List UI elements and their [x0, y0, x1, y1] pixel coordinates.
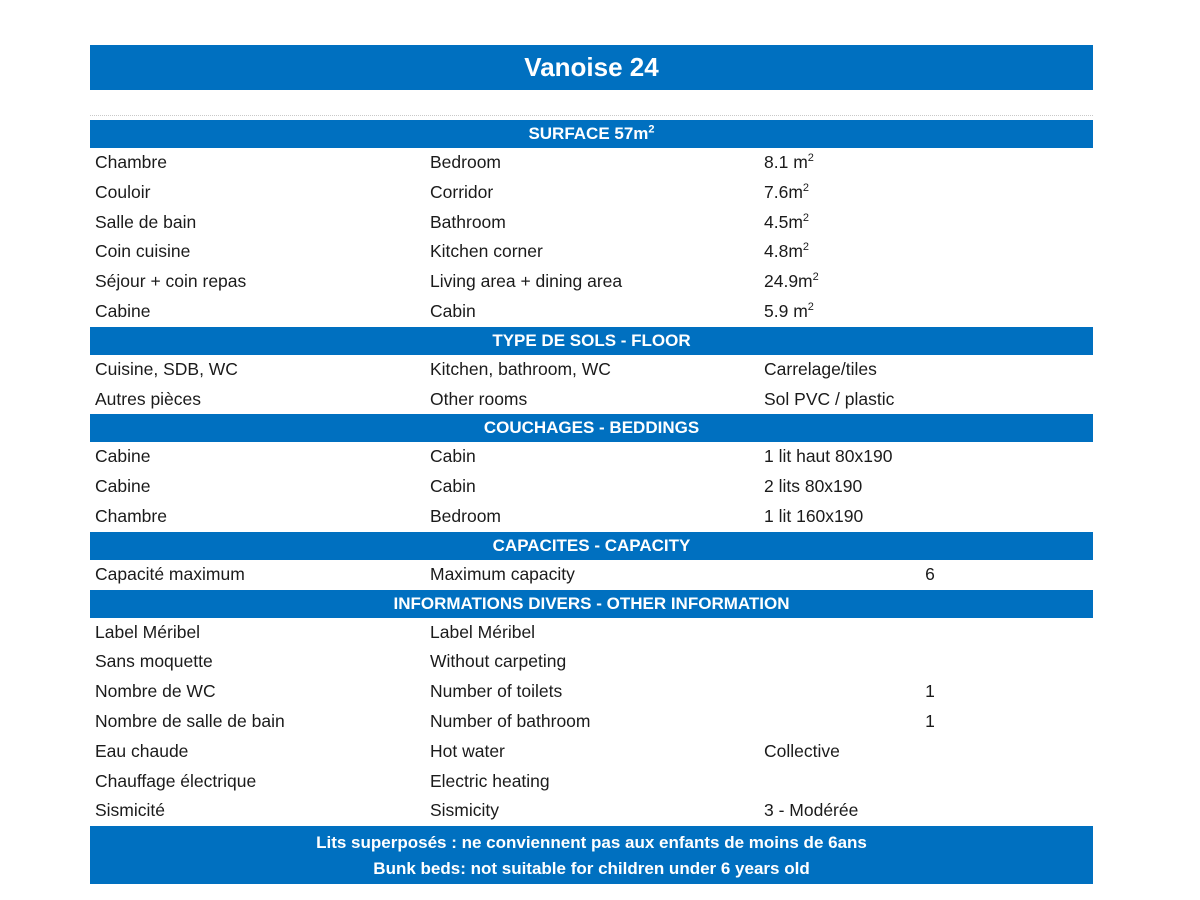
label-en: Sismicity [430, 800, 500, 821]
label-en: Living area + dining area [430, 271, 623, 292]
value-cell: Sol PVC / plastic [764, 388, 895, 409]
value-cell [764, 178, 900, 208]
value-cell [764, 237, 900, 267]
label-fr: Chambre [95, 505, 167, 526]
label-en: Kitchen, bathroom, WC [430, 358, 611, 379]
value-text: 5.9 m [764, 300, 808, 321]
footer-note [90, 826, 1093, 884]
table-row [90, 208, 1093, 238]
table-row [90, 237, 1093, 267]
table-row [90, 178, 1093, 208]
label-en: Maximum capacity [430, 563, 575, 584]
value-text: 8.1 m [764, 152, 808, 172]
table-row [90, 502, 1093, 532]
label-en: Cabin [430, 446, 476, 467]
section-header-capacity: CAPACITES - CAPACITY [90, 532, 1093, 560]
label-en: Number of bathroom [430, 710, 591, 731]
value-cell [764, 767, 900, 797]
label-fr: Sismicité [95, 800, 166, 821]
label-en: Corridor [430, 181, 494, 202]
value-number [900, 237, 960, 267]
table-row [90, 560, 1093, 590]
value-number [900, 178, 960, 208]
value-number [900, 442, 960, 472]
value-text: 4.8m [764, 241, 803, 262]
value-number: 1 [925, 681, 935, 702]
label-fr: Label Méribel [95, 621, 201, 642]
label-en: Electric heating [430, 770, 550, 791]
label-fr: Nombre de WC [95, 681, 216, 702]
table-row [90, 355, 1093, 385]
value-number [900, 737, 960, 767]
label-en: Bathroom [430, 211, 506, 232]
value-number [900, 472, 960, 502]
table-row [90, 796, 1093, 826]
label-en: Label Méribel [430, 621, 536, 642]
value-cell [764, 267, 900, 297]
table-row [90, 472, 1093, 502]
value-cell: 1 lit 160x190 [764, 505, 864, 526]
table-row [90, 767, 1093, 797]
superscript: 2 [812, 271, 819, 284]
spec-sheet [90, 45, 1093, 884]
value-number [900, 502, 960, 532]
value-text: 7.6m [764, 181, 803, 202]
value-text: 24.9m [764, 271, 813, 292]
superscript: 2 [802, 211, 810, 224]
label-fr: Cabine [95, 446, 151, 467]
table-row [90, 677, 1093, 707]
table-row [90, 618, 1093, 648]
value-number [900, 618, 960, 648]
label-fr: Cabine [95, 476, 151, 497]
table-row [90, 442, 1093, 472]
value-cell [764, 647, 900, 677]
label-en: Bedroom [430, 505, 502, 526]
value-cell [764, 560, 900, 590]
table-row [90, 737, 1093, 767]
label-fr: Capacité maximum [95, 563, 245, 584]
value-number [900, 796, 960, 826]
label-en: Number of toilets [430, 681, 563, 702]
section-title: SURFACE 57m [528, 124, 649, 143]
table-row [90, 385, 1093, 415]
value-cell [764, 297, 900, 327]
table-row [90, 148, 1093, 178]
value-number [900, 385, 960, 415]
value-number [900, 148, 960, 178]
value-text: 4.5m [764, 211, 803, 232]
superscript: 2 [807, 301, 814, 314]
label-fr: Salle de bain [95, 211, 197, 232]
page-title: Vanoise 24 [90, 45, 1093, 90]
table-row [90, 707, 1093, 737]
footer-line-fr: Lits superposés : ne conviennent pas aux enfants de moins de 6ans [316, 833, 867, 853]
value-number: 1 [925, 710, 935, 731]
section-header-surface [90, 120, 1093, 148]
table-row [90, 267, 1093, 297]
table-row [90, 647, 1093, 677]
label-fr: Chambre [95, 152, 167, 172]
footer-line-en: Bunk beds: not suitable for children under 6 years old [373, 859, 810, 879]
label-en: Without carpeting [430, 651, 567, 672]
label-en: Cabin [430, 476, 476, 497]
label-fr: Nombre de salle de bain [95, 710, 285, 731]
label-fr: Coin cuisine [95, 241, 191, 262]
title-gap [90, 90, 1093, 120]
table-row [90, 297, 1093, 327]
superscript: 2 [802, 241, 810, 254]
value-cell: Carrelage/tiles [764, 358, 877, 379]
label-fr: Chauffage électrique [95, 770, 257, 791]
dotted-divider [90, 115, 1093, 116]
value-cell: 3 - Modérée [764, 800, 859, 821]
label-fr: Autres pièces [95, 388, 202, 409]
value-cell: 1 lit haut 80x190 [764, 446, 893, 467]
value-number [900, 267, 960, 297]
label-en: Bedroom [430, 152, 502, 172]
label-en: Other rooms [430, 388, 528, 409]
label-en: Cabin [430, 300, 476, 321]
value-cell: 2 lits 80x190 [764, 476, 863, 497]
label-fr: Cabine [95, 300, 151, 321]
value-number: 6 [925, 563, 935, 584]
value-number [900, 208, 960, 238]
value-cell [764, 148, 900, 178]
label-en: Kitchen corner [430, 241, 543, 262]
superscript: 2 [802, 181, 810, 194]
label-fr: Cuisine, SDB, WC [95, 358, 238, 379]
value-number [900, 767, 960, 797]
value-cell [764, 618, 900, 648]
label-fr: Séjour + coin repas [95, 271, 247, 292]
value-number [900, 297, 960, 327]
section-header-floor: TYPE DE SOLS - FLOOR [90, 327, 1093, 355]
value-cell [764, 707, 900, 737]
label-fr: Sans moquette [95, 651, 213, 672]
superscript: 2 [807, 152, 814, 165]
label-en: Hot water [430, 740, 505, 761]
value-cell [764, 677, 900, 707]
value-number [900, 355, 960, 385]
section-header-beddings: COUCHAGES - BEDDINGS [90, 414, 1093, 442]
label-fr: Couloir [95, 181, 151, 202]
superscript: 2 [648, 123, 655, 136]
value-cell: Collective [764, 740, 840, 761]
label-fr: Eau chaude [95, 740, 189, 761]
value-cell [764, 208, 900, 238]
value-number [900, 647, 960, 677]
section-header-other-information: INFORMATIONS DIVERS - OTHER INFORMATION [90, 590, 1093, 618]
